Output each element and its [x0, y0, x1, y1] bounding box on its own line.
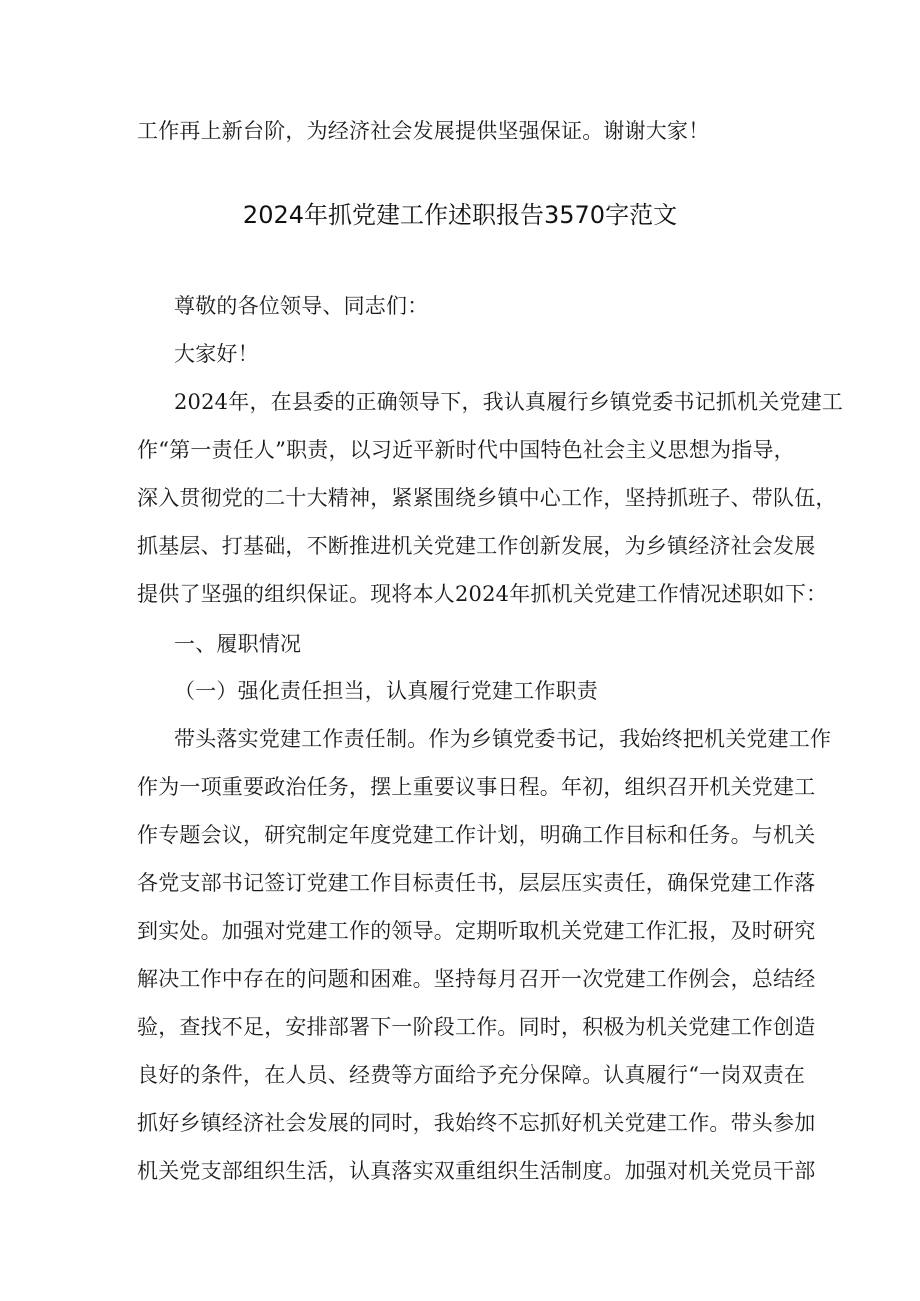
body-line: 机关党支部组织生活，认真落实双重组织生活制度。加强对机关党员干部 — [137, 1159, 816, 1183]
body-line: 验，查找不足，安排部署下一阶段工作。同时，积极为机关党建工作创造 — [137, 1015, 816, 1039]
body-line: 作为一项重要政治任务，摆上重要议事日程。年初，组织召开机关党建工 — [137, 775, 816, 799]
intro-line: 抓基层、打基础，不断推进机关党建工作创新发展，为乡镇经济社会发展 — [137, 534, 816, 558]
document-title: 2024年抓党建工作述职报告3570字范文 — [242, 201, 678, 229]
body-line: 各党支部书记签订党建工作目标责任书，层层压实责任，确保党建工作落 — [137, 871, 816, 895]
subsection-heading: （一）强化责任担当，认真履行党建工作职责 — [174, 679, 598, 703]
salutation: 尊敬的各位领导、同志们： — [174, 294, 429, 318]
intro-line: 深入贯彻党的二十大精神，紧紧围绕乡镇中心工作，坚持抓班子、带队伍， — [137, 486, 837, 510]
body-line: 抓好乡镇经济社会发展的同时，我始终不忘抓好机关党建工作。带头参加 — [137, 1111, 816, 1135]
intro-line: 提供了坚强的组织保证。现将本人2024年抓机关党建工作情况述职如下： — [137, 582, 828, 606]
body-line: 到实处。加强对党建工作的领导。定期听取机关党建工作汇报，及时研究 — [137, 919, 816, 943]
intro-line: 作“第一责任人”职责，以习近平新时代中国特色社会主义思想为指导， — [137, 438, 795, 462]
greeting: 大家好！ — [174, 342, 259, 366]
body-line: 良好的条件，在人员、经费等方面给予充分保障。认真履行“一岗双责在 — [137, 1063, 806, 1087]
lead-line: 工作再上新台阶，为经济社会发展提供坚强保证。谢谢大家！ — [137, 119, 710, 143]
body-line: 作专题会议，研究制定年度党建工作计划，明确工作目标和任务。与机关 — [137, 823, 816, 847]
intro-line: 2024年，在县委的正确领导下，我认真履行乡镇党委书记抓机关党建工 — [174, 390, 844, 414]
body-line: 带头落实党建工作责任制。作为乡镇党委书记，我始终把机关党建工作 — [174, 727, 832, 751]
section-heading: 一、履职情况 — [174, 632, 302, 656]
body-line: 解决工作中存在的问题和困难。坚持每月召开一次党建工作例会，总结经 — [137, 967, 816, 991]
